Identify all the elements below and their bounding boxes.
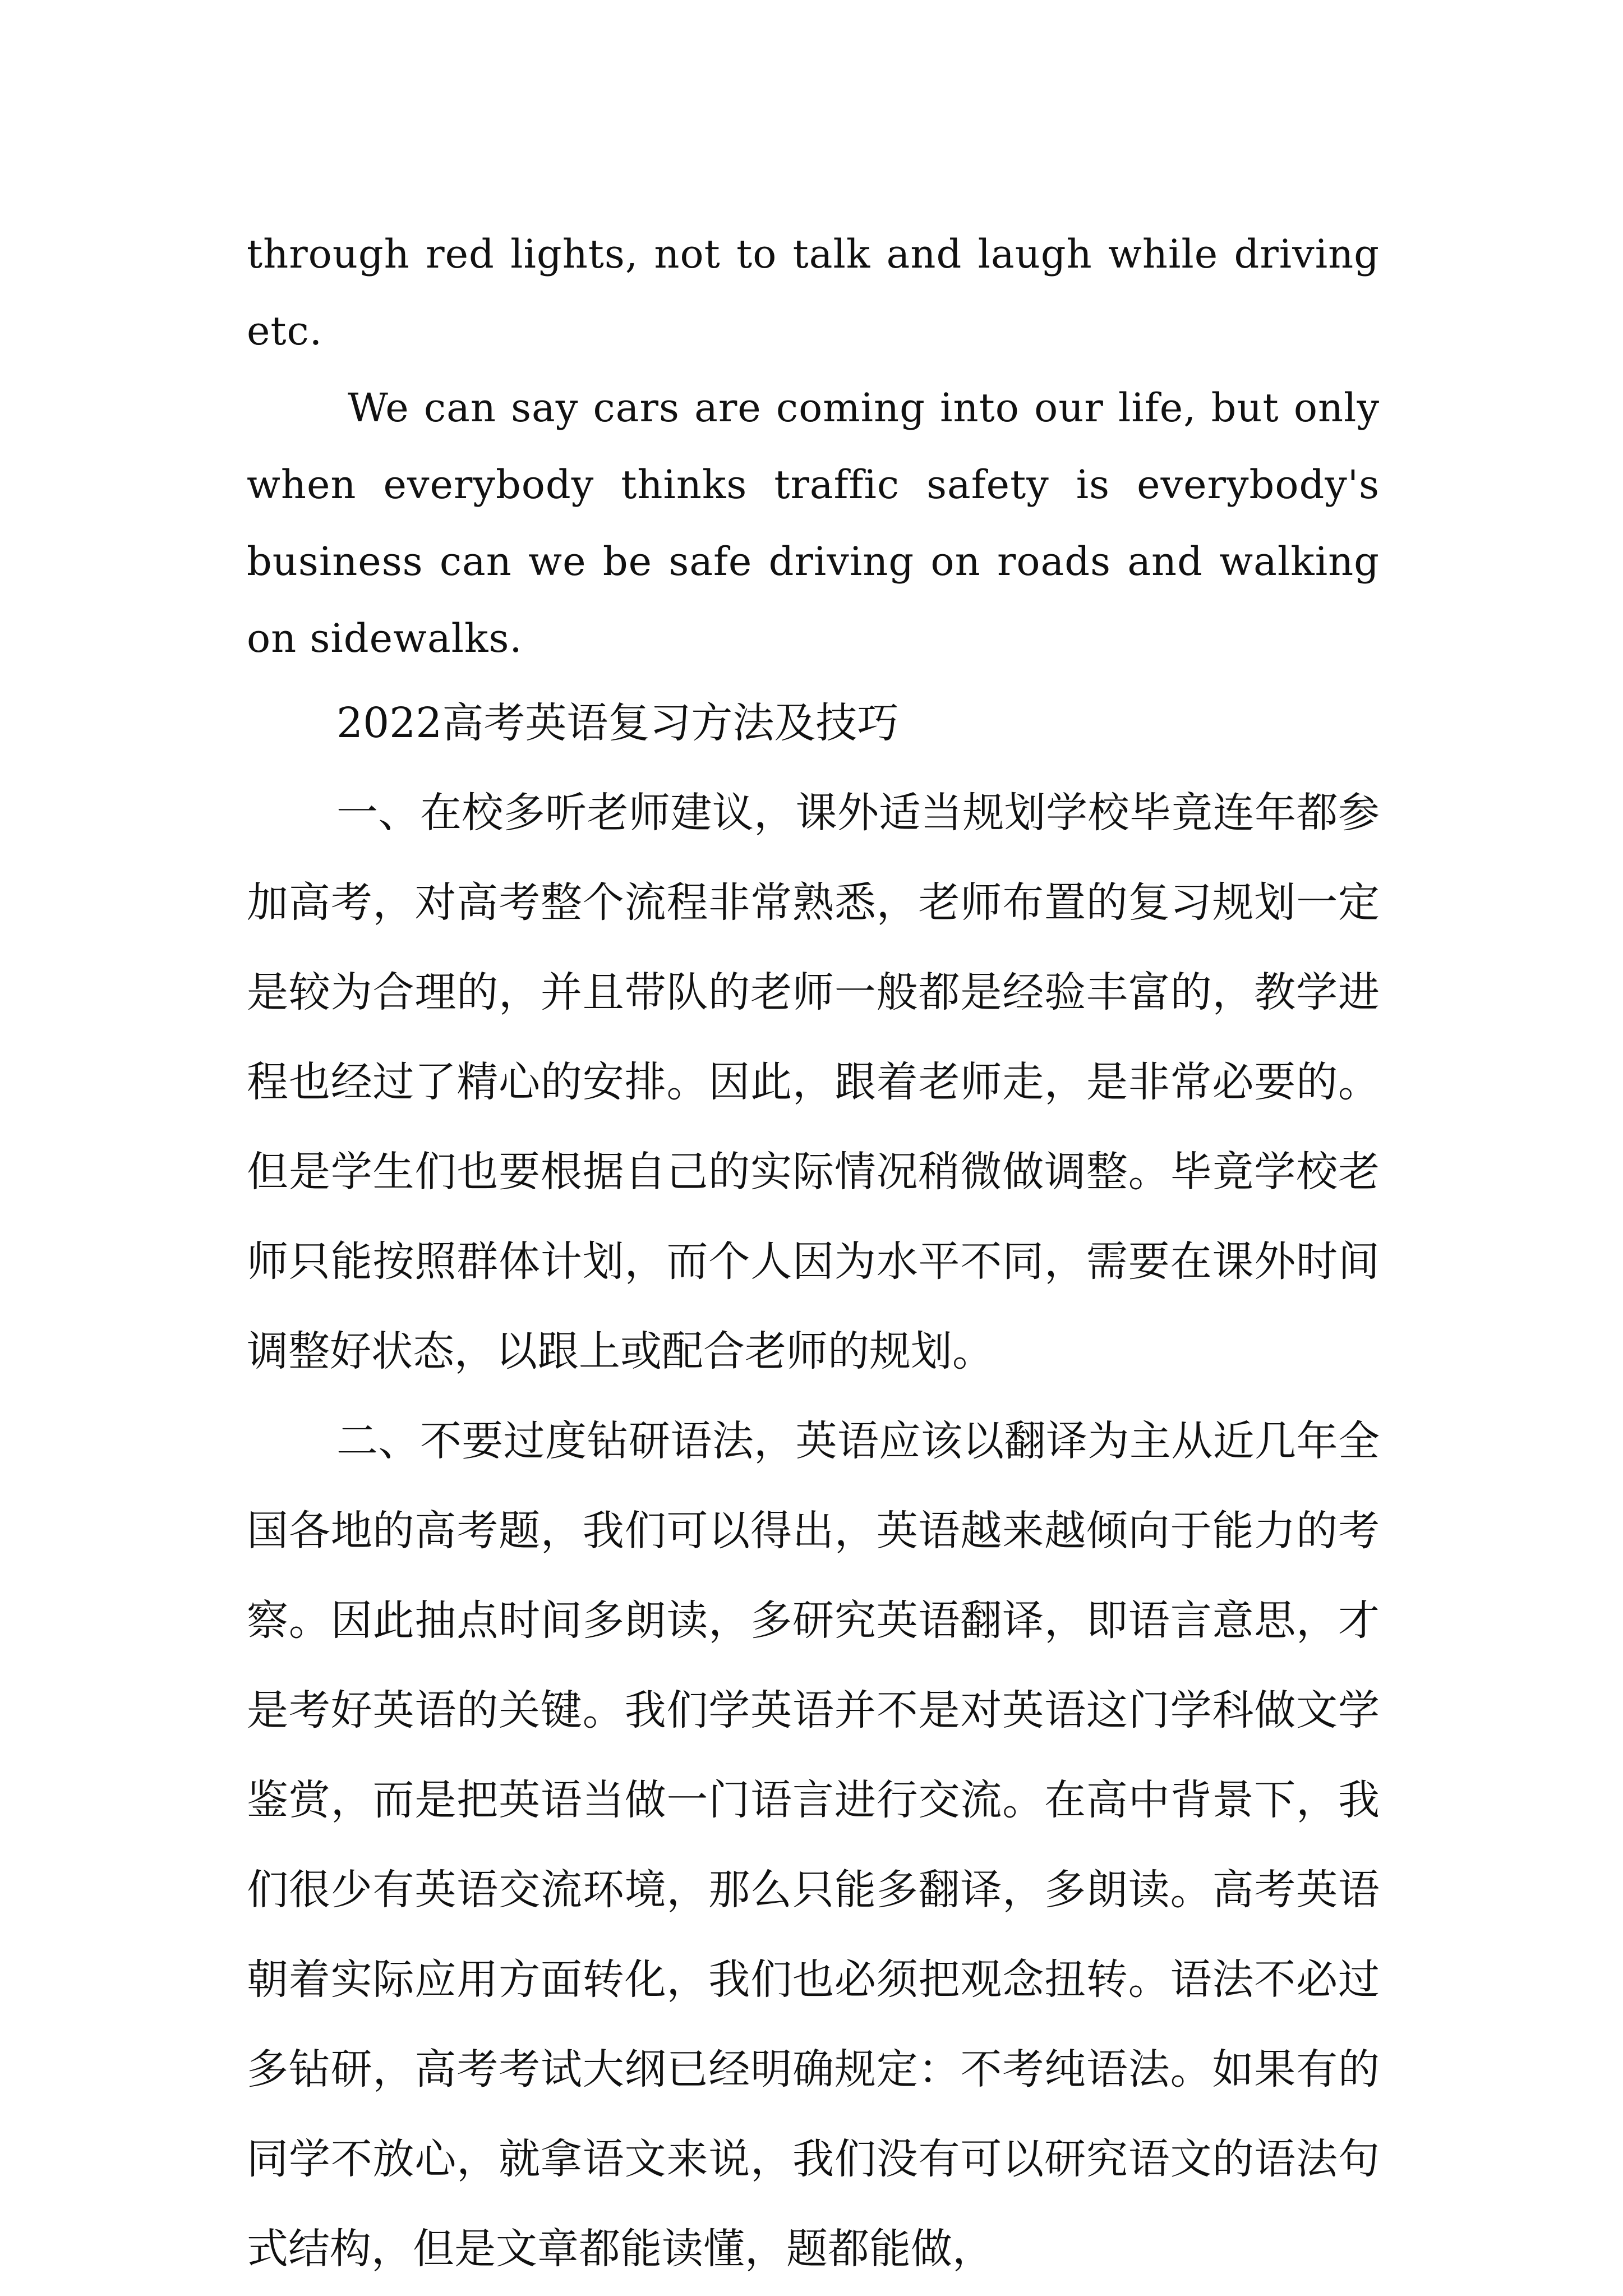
document-body xyxy=(247,216,1380,2294)
paragraph-english-continuation: through red lights, not to talk and laugh while driving etc. xyxy=(247,231,1380,354)
section-heading: 2022高考英语复习方法及技巧 xyxy=(336,699,899,747)
paragraph-tip-one: 一、在校多听老师建议，课外适当规划学校毕竟连年都参加高考，对高考整个流程非常熟悉，老师布置的复习规划一定是较为合理的，并且带队的老师一般都是经验丰富的，教学进程也经过了精心的安排。因此，跟着老师走，是非常必要的。但是学生们也要根据自己的实际情况稍微做调整。毕竟学校老师只能按照群体计划，而个人因为水平不同，需要在课外时间调整好状态，以跟上或配合老师的规划。 xyxy=(247,789,1380,1375)
paragraph-english-conclusion: We can say cars are coming into our life, but only when everybody thinks traffic safety is everybody's business can we be safe driving on roads and walking on sidewalks. xyxy=(247,385,1380,661)
paragraph-tip-two: 二、不要过度钻研语法，英语应该以翻译为主从近几年全国各地的高考题，我们可以得出，英语越来越倾向于能力的考察。因此抽点时间多朗读，多研究英语翻译，即语言意思，才是考好英语的关键。我们学英语并不是对英语这门学科做文学鉴赏，而是把英语当做一门语言进行交流。在高中背景下，我们很少有英语交流环境，那么只能多翻译，多朗读。高考英语朝着实际应用方面转化，我们也必须把观念扭转。语法不必过多钻研，高考考试大纲已经明确规定：不考纯语法。如果有的同学不放心，就拿语文来说，我们没有可以研究语文的语法句式结构，但是文章都能读懂，题都能做， xyxy=(247,1417,1380,2273)
